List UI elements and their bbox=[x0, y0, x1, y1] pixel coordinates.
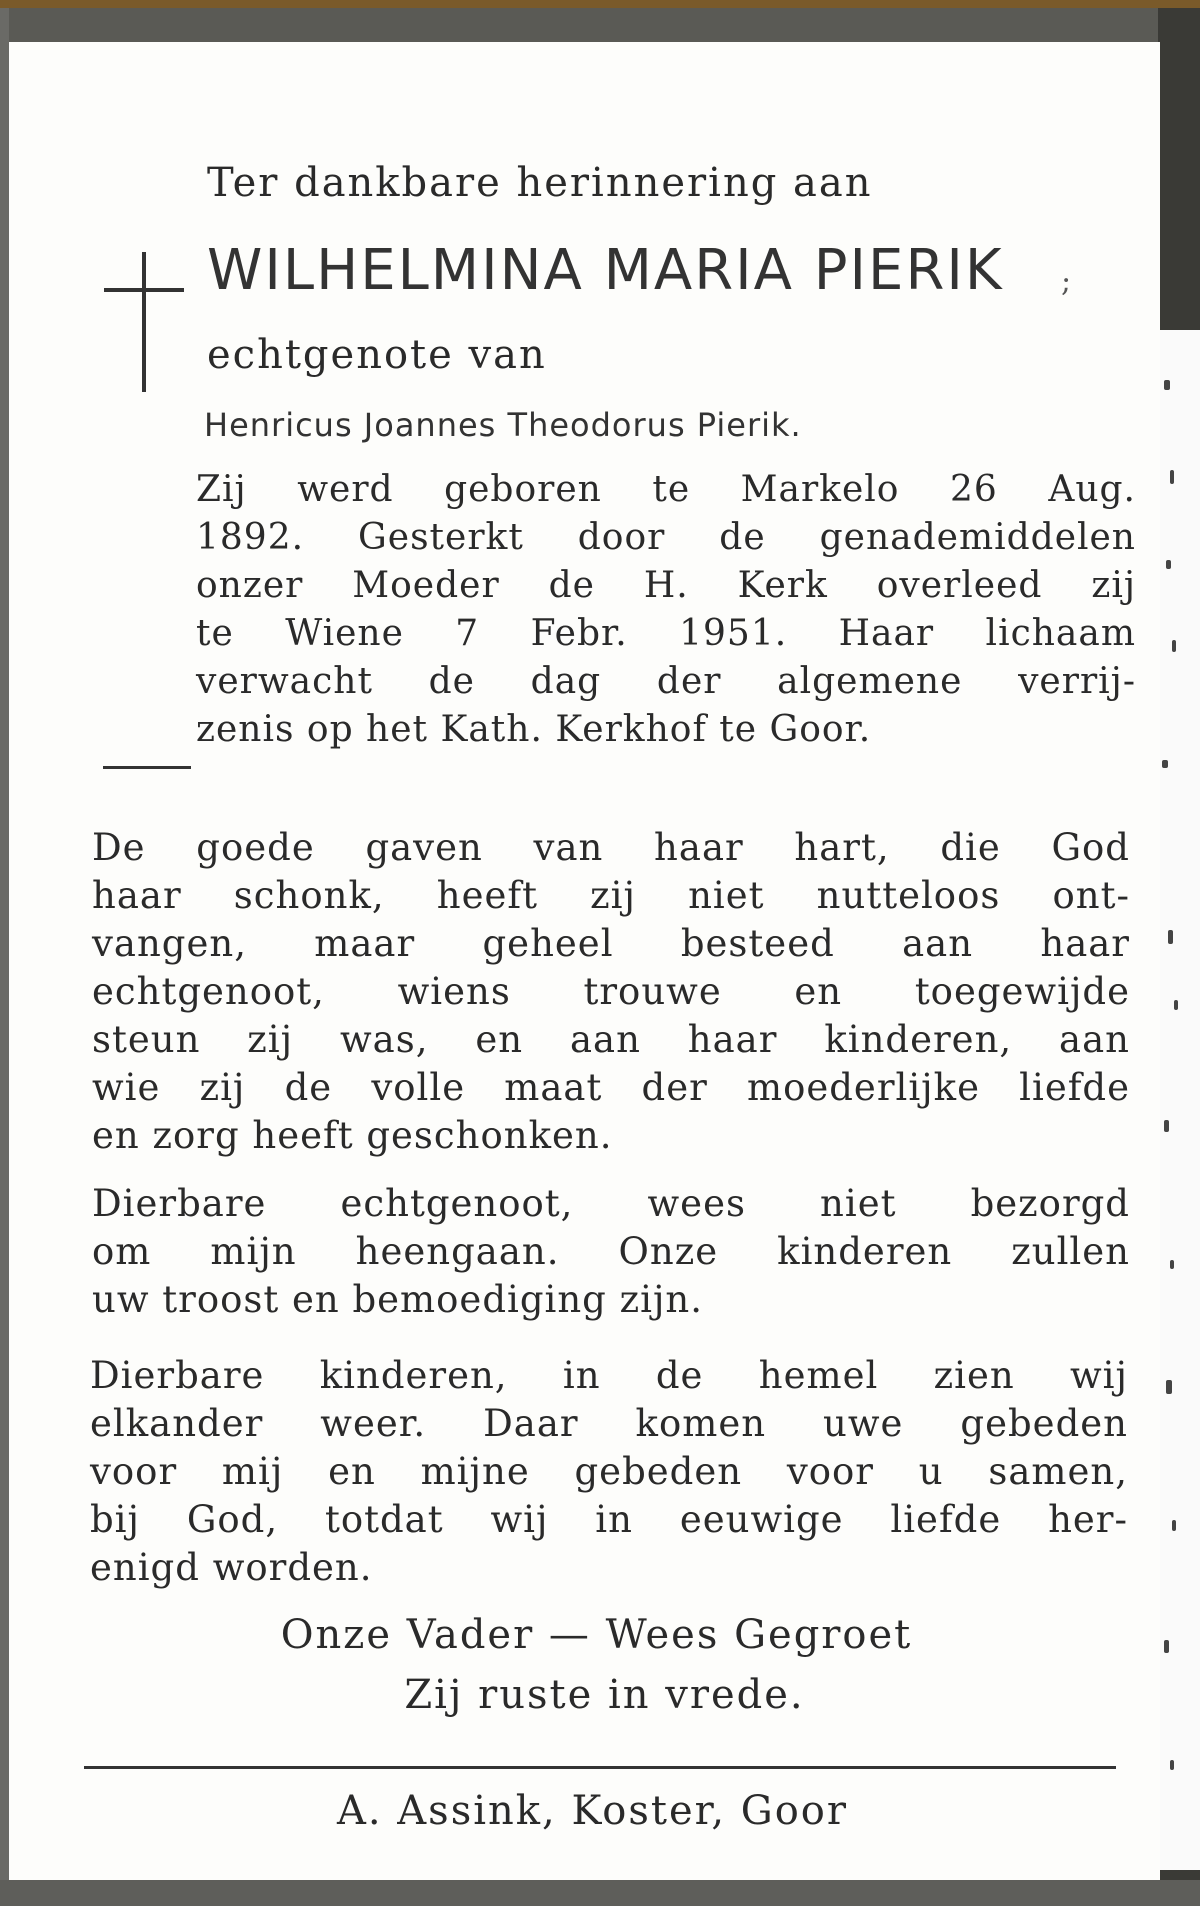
card-frame-top bbox=[0, 8, 1200, 42]
heading: Ter dankbare herinnering aan bbox=[207, 160, 873, 206]
paragraph-line: en zorg heeft geschonken. bbox=[92, 1114, 613, 1157]
paragraph-line: enigd worden. bbox=[90, 1546, 373, 1589]
name-punctuation: ; bbox=[1061, 264, 1072, 299]
biography-line: onzer Moeder de H. Kerk overleed zij bbox=[196, 565, 1136, 606]
biography-line: zenis op het Kath. Kerkhof te Goor. bbox=[196, 709, 872, 750]
rest-in-peace-line: Zij ruste in vrede. bbox=[404, 1672, 805, 1718]
biography-line: verwacht de dag der algemene verrij- bbox=[196, 661, 1136, 702]
cross-icon-bar bbox=[104, 288, 184, 292]
paragraph-line: Dierbare kinderen, in de hemel zien wij bbox=[90, 1354, 1128, 1397]
husband-name: Henricus Joannes Theodorus Pierik. bbox=[204, 406, 802, 444]
printer-credit: A. Assink, Koster, Goor bbox=[336, 1788, 849, 1834]
spouse-message bbox=[92, 1180, 1130, 1324]
biography-line: Zij werd geboren te Markelo 26 Aug. bbox=[196, 469, 1136, 510]
footer-divider bbox=[84, 1766, 1116, 1769]
biography bbox=[196, 466, 1136, 754]
biography-line: te Wiene 7 Febr. 1951. Haar lichaam bbox=[196, 613, 1136, 654]
section-divider bbox=[103, 766, 191, 769]
deceased-name: WILHELMINA MARIA PIERIK bbox=[207, 238, 1004, 303]
cross-icon bbox=[142, 252, 146, 392]
tribute-paragraph bbox=[92, 824, 1130, 1160]
paragraph-line: om mijn heengaan. Onze kinderen zullen bbox=[92, 1230, 1130, 1273]
paragraph-line: steun zij was, en aan haar kinderen, aan bbox=[92, 1018, 1130, 1061]
card-content bbox=[9, 42, 1160, 1880]
paragraph-line: vangen, maar geheel besteed aan haar bbox=[92, 922, 1130, 965]
card-frame-bottom bbox=[0, 1880, 1200, 1906]
paragraph-line: De goede gaven van haar hart, die God bbox=[92, 826, 1130, 869]
paragraph-line: elkander weer. Daar komen uwe gebeden bbox=[90, 1402, 1128, 1445]
card-edge-top bbox=[0, 0, 1200, 8]
paragraph-line: Dierbare echtgenoot, wees niet bezorgd bbox=[92, 1182, 1130, 1225]
spouse-label: echtgenote van bbox=[207, 332, 547, 378]
paragraph-line: haar schonk, heeft zij niet nutteloos ont- bbox=[92, 874, 1130, 917]
prayer-line: Onze Vader — Wees Gegroet bbox=[280, 1612, 913, 1658]
card-frame-left bbox=[0, 8, 9, 1906]
biography-line: 1892. Gesterkt door de genademiddelen bbox=[196, 517, 1136, 558]
paragraph-line: wie zij de volle maat der moederlijke liefde bbox=[92, 1066, 1130, 1109]
paragraph-line: echtgenoot, wiens trouwe en toegewijde bbox=[92, 970, 1130, 1013]
paragraph-line: voor mij en mijne gebeden voor u samen, bbox=[90, 1450, 1128, 1493]
paragraph-line: uw troost en bemoediging zijn. bbox=[92, 1278, 704, 1321]
children-message bbox=[90, 1352, 1128, 1592]
paragraph-line: bij God, totdat wij in eeuwige liefde her- bbox=[90, 1498, 1128, 1541]
